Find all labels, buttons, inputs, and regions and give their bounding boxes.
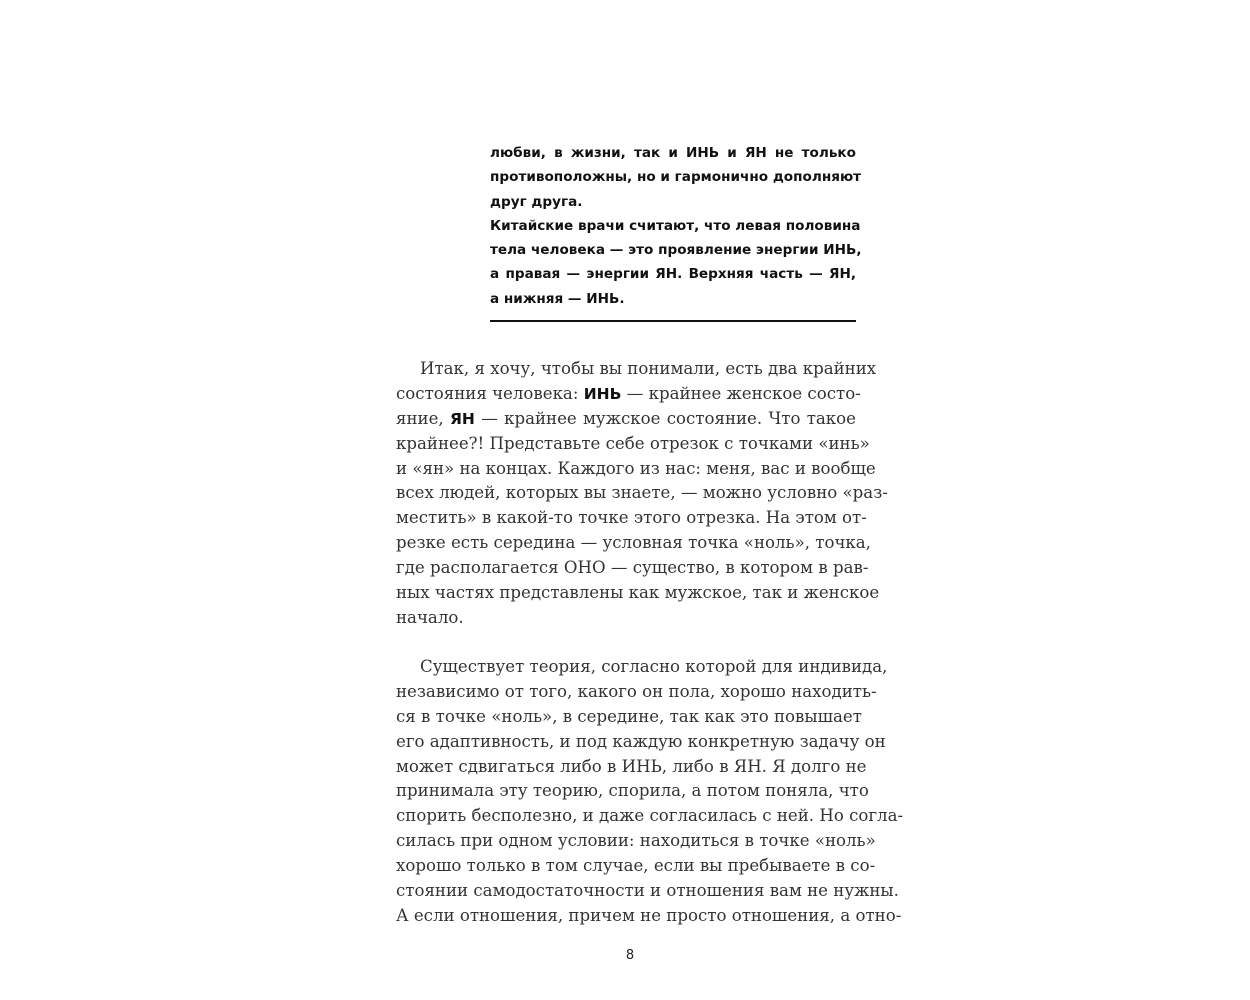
text-span: состояния человека: [396,383,579,403]
text-line: и «ян» на концах. Каждого из нас: меня, вас и вообще [396,458,876,478]
text-span: — крайнее женское состо- [626,383,861,403]
text-line: начало. [396,607,464,627]
callout-line: а нижняя — ИНЬ. [490,290,625,307]
page-number: 8 [625,948,635,963]
callout-line: Китайские врачи считают, что левая половина [490,217,861,234]
text-line [396,382,861,407]
text-line: местить» в какой-то точке этого отрезка. На этом от- [396,508,867,528]
text-line: ных частях представлены как мужское, так и женское [396,583,880,603]
term-yang: ЯН [449,409,475,428]
callout-line: тела человека — это проявление энергии ИНЬ, [490,242,862,259]
text-span: — крайнее мужское состояние. Что такое [481,408,856,428]
text-line: стоянии самодостаточности и отношения вам не нужны. [396,881,899,901]
term-yin: ИНЬ [583,384,622,403]
callout-line: противоположны, но и гармонично дополняют [490,169,862,186]
paragraph-2 [396,655,904,929]
callout-line: любви, в жизни, так и ИНЬ и ЯН не только [490,145,856,161]
callout-line: а правая — энергии ЯН. Верхняя часть — ЯН, [490,266,856,283]
callout-line: друг друга. [490,193,583,210]
text-line: ся в точке «ноль», в середине, так как это повышает [396,706,862,726]
callout-divider [490,320,856,322]
text-line: его адаптивность, и под каждую конкретную задачу он [396,731,886,751]
text-line: независимо от того, какого он пола, хорошо находить- [396,681,877,701]
text-line: всех людей, которых вы знаете, — можно условно «раз- [396,483,888,503]
text-line: может сдвигаться либо в ИНЬ, либо в ЯН. Я долго не [396,756,867,776]
text-line: Существует теория, согласно которой для индивида, [420,657,888,676]
text-line: силась при одном условии: находиться в точке «ноль» [396,831,876,851]
text-line: где располагается ОНО — существо, в котором в рав- [396,558,869,578]
text-span: яние, [396,408,444,428]
paragraph-1 [396,357,888,631]
text-line [396,407,856,432]
text-line: хорошо только в том случае, если вы пребываете в со- [396,856,876,876]
callout-box [490,141,862,311]
text-line: Итак, я хочу, чтобы вы понимали, есть два крайних [420,359,877,378]
text-line: принимала эту теорию, спорила, а потом поняла, что [396,781,869,801]
text-line: крайнее?! Представьте себе отрезок с точками «инь» [396,433,870,453]
text-line: А если отношения, причем не просто отношения, а отно- [396,905,902,925]
text-line: резке есть середина — условная точка «ноль», точка, [396,533,871,553]
text-line: спорить бесполезно, и даже согласилась с ней. Но согла- [396,806,904,826]
